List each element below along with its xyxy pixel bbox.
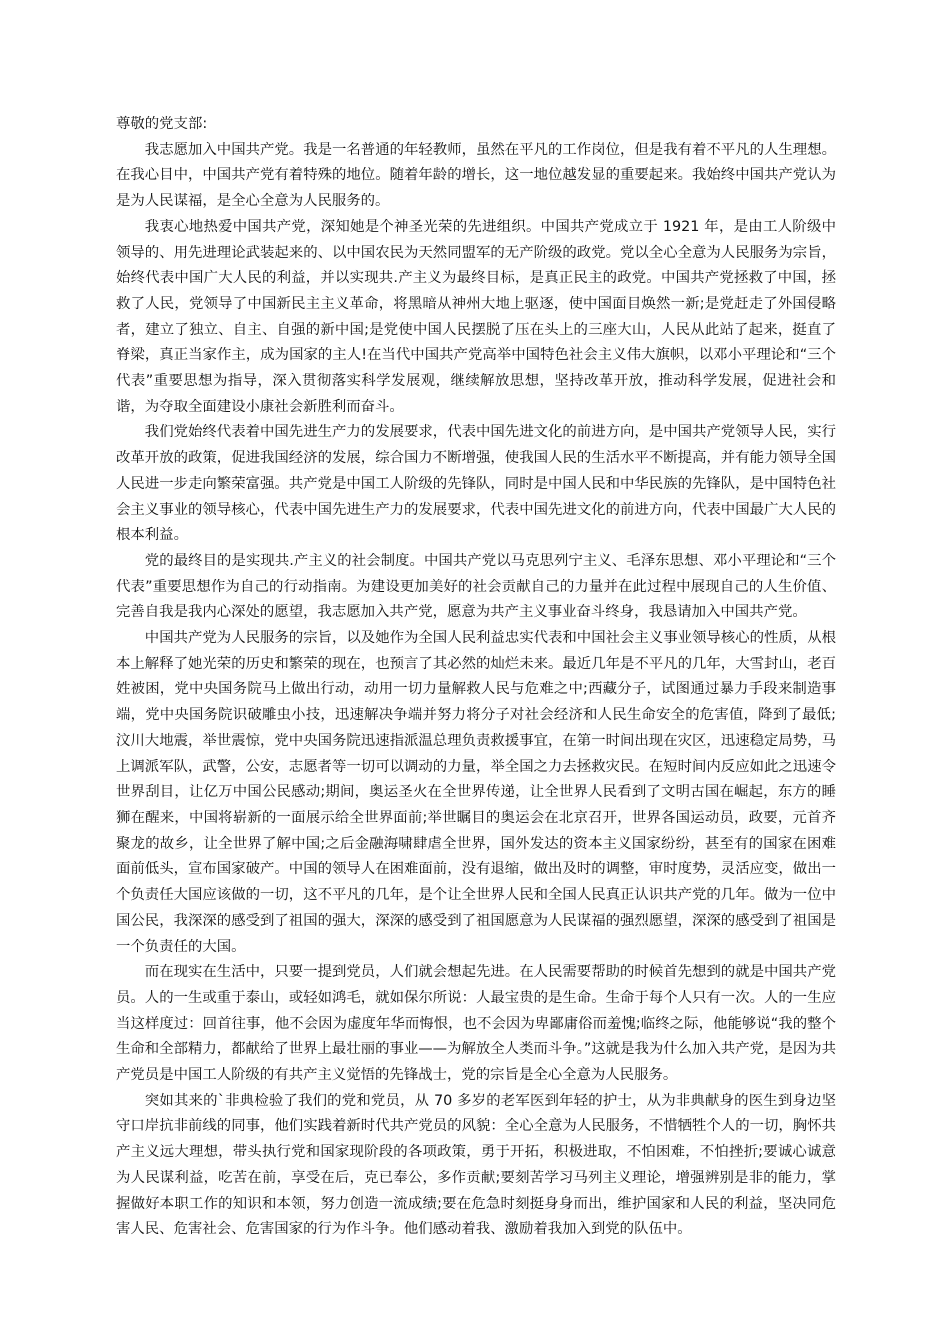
paragraph-2: 我衷心地热爱中国共产党，深知她是个神圣光荣的先进组织。中国共产党成立于 1921 年，是由工人阶级中领导的、用先进理论武装起来的、以中国农民为天然同盟军的无产阶级的政党。党以全心全意为人民服务为宗旨，始终代表中国广大人民的利益，并以实现共.产主义为最终目标，是真正民主的政党。中国共产党拯救了中国，拯救了人民，党领导了中国新民主主义革命，将黑暗从神州大地上驱逐，使中国面目焕然一新;是党赶走了外国侵略者，建立了独立、自主、自强的新中国;是党使中国人民摆脱了压在头上的三座大山，人民从此站了起来，挺直了脊梁，真正当家作主，成为国家的主人!在当代中国共产党高举中国特色社会主义伟大旗帜，以邓小平理论和“三个代表”重要思想为指导，深入贯彻落实科学发展观，继续解放思想，坚持改革开放，推动科学发展，促进社会和谐，为夺取全面建设小康社会新胜利而奋斗。: [116, 218, 836, 415]
paragraph-3: 我们党始终代表着中国先进生产力的发展要求，代表中国先进文化的前进方向，是中国共产党领导人民，实行改革开放的政策，促进我国经济的发展，综合国力不断增强，使我国人民的生活水平不断提高，并有能力领导全国人民进一步走向繁荣富强。共产党是中国工人阶级的先锋队，同时是中国人民和中华民族的先锋队，是中国特色社会主义事业的领导核心，代表中国先进生产力的发展要求，代表中国先进文化的前进方向，代表中国最广大人民的根本利益。: [116, 424, 836, 544]
letter-body: [116, 112, 836, 1243]
paragraph-5: 中国共产党为人民服务的宗旨，以及她作为全国人民利益忠实代表和中国社会主义事业领导核心的性质，从根本上解释了她光荣的历史和繁荣的现在，也预言了其必然的灿烂未来。最近几年是不平凡的几年，大雪封山，老百姓被困，党中央国务院马上做出行动，动用一切力量解救人民与危难之中;西藏分子，试图通过暴力手段来制造事端，党中央国务院识破雕虫小技，迅速解决争端并努力将分子对社会经济和人民生命安全的危害值，降到了最低;汶川大地震，举世震惊，党中央国务院迅速指派温总理负责救援事宜，在第一时间出现在灾区，迅速稳定局势，马上调派军队，武警，公安，志愿者等一切可以调动的力量，举全国之力去拯救灾民。在短时间内反应如此之迅速令世界刮目，让亿万中国公民感动;期间，奥运圣火在全世界传递，让全世界人民看到了文明古国在崛起，东方的睡狮在醒来，中国将崭新的一面展示给全世界面前;举世瞩目的奥运会在北京召开，世界各国运动员，政要，元首齐聚龙的故乡，让全世界了解中国;之后金融海啸肆虐全世界，国外发达的资本主义国家纷纷，甚至有的国家在困难面前低头，宣布国家破产。中国的领导人在困难面前，没有退缩，做出及时的调整，审时度势，灵活应变，做出一个负责任大国应该做的一切，这不平凡的几年，是个让全世界人民和全国人民真正认识共产党的几年。做为一位中国公民，我深深的感受到了祖国的强大，深深的感受到了祖国愿意为人民谋福的强烈愿望，深深的感受到了祖国是一个负责任的大国。: [116, 630, 836, 955]
salutation: 尊敬的党支部:: [116, 116, 208, 132]
paragraph-7: 突如其来的`非典检验了我们的党和党员，从 70 多岁的老军医到年轻的护士，从为非典献身的医生到身边坚守口岸抗非前线的同事，他们实践着新时代共产党员的风貌：全心全意为人民服务，不惜牺牲个人的一切，胸怀共产主义远大理想，带头执行党和国家现阶段的各项政策，勇于开拓，积极进取，不怕困难，不怕挫折;要诚心诚意为人民谋利益，吃苦在前，享受在后，克已奉公，多作贡献;要刻苦学习马列主义理论，增强辨别是非的能力，掌握做好本职工作的知识和本领，努力创造一流成绩;要在危急时刻挺身身而出，维护国家和人民的利益，坚决同危害人民、危害社会、危害国家的行为作斗争。他们感动着我、激励着我加入到党的队伍中。: [116, 1092, 836, 1238]
paragraph-6: 而在现实在生活中，只要一提到党员，人们就会想起先进。在人民需要帮助的时候首先想到的就是中国共产党员。人的一生或重于泰山，或轻如鸿毛，就如保尔所说：人最宝贵的是生命。生命于每个人只有一次。人的一生应当这样度过：回首往事，他不会因为虚度年华而悔恨，也不会因为卑鄙庸俗而羞愧;临终之际，他能够说“我的整个生命和全部精力，都献给了世界上最壮丽的事业——为解放全人类而斗争。”这就是我为什么加入共产党，是因为共产党员是中国工人阶级的有共产主义觉悟的先锋战士，党的宗旨是全心全意为人民服务。: [116, 964, 836, 1084]
paragraph-1: 我志愿加入中国共产党。我是一名普通的年轻教师，虽然在平凡的工作岗位，但是我有着不平凡的人生理想。在我心目中，中国共产党有着特殊的地位。随着年龄的增长，这一地位越发显的重要起来。我始终中国共产党认为是为人民谋福，是全心全意为人民服务的。: [116, 141, 836, 210]
paragraph-4: 党的最终目的是实现共.产主义的社会制度。中国共产党以马克思列宁主义、毛泽东思想、邓小平理论和“三个代表”重要思想作为自己的行动指南。为建设更加美好的社会贡献自己的力量并在此过程中展现自己的人生价值、完善自我是我内心深处的愿望，我志愿加入共产党，愿意为共产主义事业奋斗终身，我恳请加入中国共产党。: [116, 552, 836, 621]
